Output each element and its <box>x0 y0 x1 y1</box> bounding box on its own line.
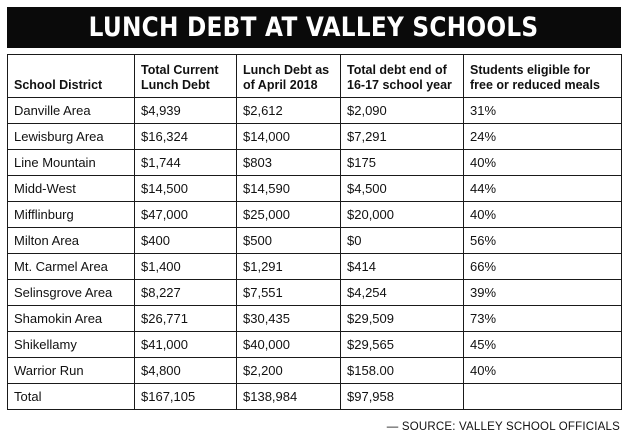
eligible-percent-cell <box>464 384 622 410</box>
district-cell: Line Mountain <box>8 150 135 176</box>
column-header-total-debt-16-17 <box>341 55 464 98</box>
end-16-17-debt-cell: $7,291 <box>341 124 464 150</box>
district-cell: Shamokin Area <box>8 306 135 332</box>
column-header-school-district <box>8 55 135 98</box>
district-cell: Total <box>8 384 135 410</box>
end-16-17-debt-cell: $29,509 <box>341 306 464 332</box>
april-2018-debt-cell: $1,291 <box>237 254 341 280</box>
total-row <box>8 384 622 410</box>
table-row <box>8 254 622 280</box>
eligible-percent-cell: 39% <box>464 280 622 306</box>
header-line: School District <box>14 78 103 92</box>
total-current-debt-cell: $4,939 <box>135 98 237 124</box>
header-line: free or reduced meals <box>470 78 600 92</box>
district-cell: Midd-West <box>8 176 135 202</box>
header-line: 16-17 school year <box>347 78 452 92</box>
eligible-percent-cell: 45% <box>464 332 622 358</box>
lunch-debt-table <box>7 54 622 410</box>
column-header-total-current-lunch-debt <box>135 55 237 98</box>
table-row <box>8 332 622 358</box>
eligible-percent-cell: 66% <box>464 254 622 280</box>
end-16-17-debt-cell: $158.00 <box>341 358 464 384</box>
eligible-percent-cell: 40% <box>464 358 622 384</box>
eligible-percent-cell: 40% <box>464 150 622 176</box>
end-16-17-debt-cell: $2,090 <box>341 98 464 124</box>
eligible-percent-cell: 73% <box>464 306 622 332</box>
total-current-debt-cell: $41,000 <box>135 332 237 358</box>
district-cell: Shikellamy <box>8 332 135 358</box>
total-current-debt-cell: $167,105 <box>135 384 237 410</box>
april-2018-debt-cell: $803 <box>237 150 341 176</box>
header-line: Lunch Debt <box>141 78 210 92</box>
header-line: of April 2018 <box>243 78 318 92</box>
district-cell: Selinsgrove Area <box>8 280 135 306</box>
end-16-17-debt-cell: $4,254 <box>341 280 464 306</box>
eligible-percent-cell: 31% <box>464 98 622 124</box>
end-16-17-debt-cell: $0 <box>341 228 464 254</box>
column-header-lunch-debt-april-2018 <box>237 55 341 98</box>
total-current-debt-cell: $26,771 <box>135 306 237 332</box>
total-current-debt-cell: $1,744 <box>135 150 237 176</box>
april-2018-debt-cell: $14,590 <box>237 176 341 202</box>
table-row <box>8 280 622 306</box>
header-line: Total debt end of <box>347 63 447 77</box>
april-2018-debt-cell: $2,200 <box>237 358 341 384</box>
table-row <box>8 150 622 176</box>
end-16-17-debt-cell: $97,958 <box>341 384 464 410</box>
district-cell: Warrior Run <box>8 358 135 384</box>
end-16-17-debt-cell: $175 <box>341 150 464 176</box>
page-title: LUNCH DEBT AT VALLEY SCHOOLS <box>89 12 539 43</box>
april-2018-debt-cell: $500 <box>237 228 341 254</box>
april-2018-debt-cell: $30,435 <box>237 306 341 332</box>
district-cell: Danville Area <box>8 98 135 124</box>
april-2018-debt-cell: $7,551 <box>237 280 341 306</box>
total-current-debt-cell: $8,227 <box>135 280 237 306</box>
end-16-17-debt-cell: $4,500 <box>341 176 464 202</box>
district-cell: Mifflinburg <box>8 202 135 228</box>
district-cell: Milton Area <box>8 228 135 254</box>
april-2018-debt-cell: $40,000 <box>237 332 341 358</box>
title-banner <box>7 7 621 48</box>
total-current-debt-cell: $14,500 <box>135 176 237 202</box>
april-2018-debt-cell: $14,000 <box>237 124 341 150</box>
end-16-17-debt-cell: $20,000 <box>341 202 464 228</box>
total-current-debt-cell: $4,800 <box>135 358 237 384</box>
table-row <box>8 98 622 124</box>
eligible-percent-cell: 44% <box>464 176 622 202</box>
table-row <box>8 228 622 254</box>
column-header-students-eligible <box>464 55 622 98</box>
eligible-percent-cell: 56% <box>464 228 622 254</box>
eligible-percent-cell: 40% <box>464 202 622 228</box>
total-current-debt-cell: $400 <box>135 228 237 254</box>
source-credit: — SOURCE: VALLEY SCHOOL OFFICIALS <box>386 421 620 433</box>
end-16-17-debt-cell: $414 <box>341 254 464 280</box>
april-2018-debt-cell: $138,984 <box>237 384 341 410</box>
total-current-debt-cell: $47,000 <box>135 202 237 228</box>
eligible-percent-cell: 24% <box>464 124 622 150</box>
table-row <box>8 202 622 228</box>
table-body <box>8 98 622 410</box>
table-row <box>8 124 622 150</box>
header-line: Total Current <box>141 63 219 77</box>
table-row <box>8 358 622 384</box>
end-16-17-debt-cell: $29,565 <box>341 332 464 358</box>
table-row <box>8 176 622 202</box>
april-2018-debt-cell: $25,000 <box>237 202 341 228</box>
district-cell: Lewisburg Area <box>8 124 135 150</box>
total-current-debt-cell: $16,324 <box>135 124 237 150</box>
total-current-debt-cell: $1,400 <box>135 254 237 280</box>
table-header-row <box>8 55 622 98</box>
district-cell: Mt. Carmel Area <box>8 254 135 280</box>
april-2018-debt-cell: $2,612 <box>237 98 341 124</box>
header-line: Lunch Debt as <box>243 63 330 77</box>
table-row <box>8 306 622 332</box>
header-line: Students eligible for <box>470 63 591 77</box>
